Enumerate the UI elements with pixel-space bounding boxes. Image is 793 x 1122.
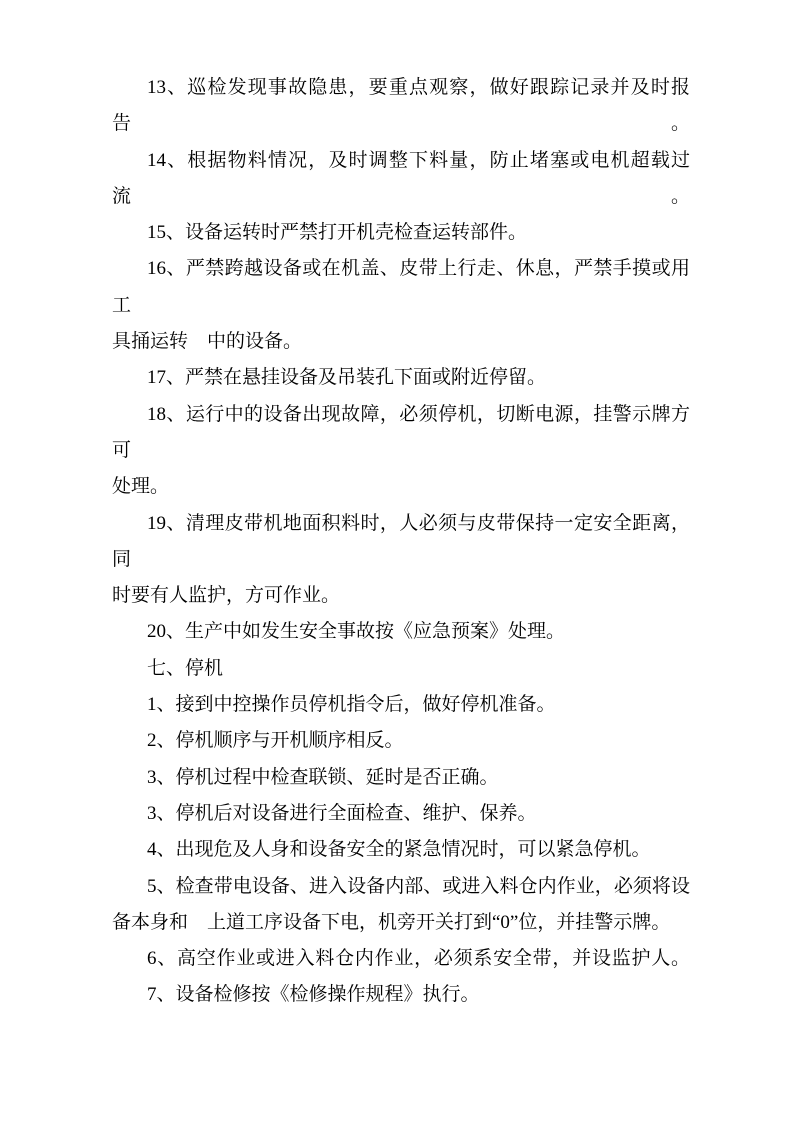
item-7-1: 1、接到中控操作员停机指令后，做好停机准备。: [147, 694, 556, 716]
item-7-7: 7、设备检修按《检修操作规程》执行。: [147, 984, 480, 1006]
item-13: 13、巡检发现事故隐患，要重点观察，做好跟踪记录并及时报告。: [112, 77, 690, 135]
item-7-4: 4、出现危及人身和设备安全的紧急情况时，可以紧急停机。: [147, 839, 651, 861]
item-17: 17、严禁在悬挂设备及吊装孔下面或附近停留。: [147, 367, 547, 389]
section-heading-7-shutdown: 七、停机: [147, 657, 224, 679]
item-14: 14、根据物料情况，及时调整下料量，防止堵塞或电机超载过流。: [112, 149, 690, 207]
item-18-line2: 处理。: [112, 476, 170, 498]
item-15: 15、设备运转时严禁打开机壳检查运转部件。: [147, 222, 528, 244]
item-16-line1: 16、严禁跨越设备或在机盖、皮带上行走、休息，严禁手摸或用工: [112, 258, 690, 316]
item-7-5-line1: 5、检查带电设备、进入设备内部、或进入料仓内作业，必须将设: [147, 875, 690, 897]
item-7-3b: 3、停机后对设备进行全面检查、维护、保养。: [147, 802, 537, 824]
item-7-2: 2、停机顺序与开机顺序相反。: [147, 730, 404, 752]
item-18-line1: 18、运行中的设备出现故障，必须停机，切断电源，挂警示牌方可: [112, 403, 690, 461]
item-7-3a: 3、停机过程中检查联锁、延时是否正确。: [147, 766, 499, 788]
item-20: 20、生产中如发生安全事故按《应急预案》处理。: [147, 621, 566, 643]
item-7-6: 6、高空作业或进入料仓内作业，必须系安全带，并设监护人。: [147, 948, 690, 970]
item-19-line2: 时要有人监护，方可作业。: [112, 585, 341, 607]
item-16-line2: 具捅运转 中的设备。: [112, 331, 303, 353]
item-7-5-line2: 备本身和 上道工序设备下电，机旁开关打到“0”位，并挂警示牌。: [112, 911, 671, 933]
item-19-line1: 19、清理皮带机地面积料时，人必须与皮带保持一定安全距离，同: [112, 512, 690, 570]
